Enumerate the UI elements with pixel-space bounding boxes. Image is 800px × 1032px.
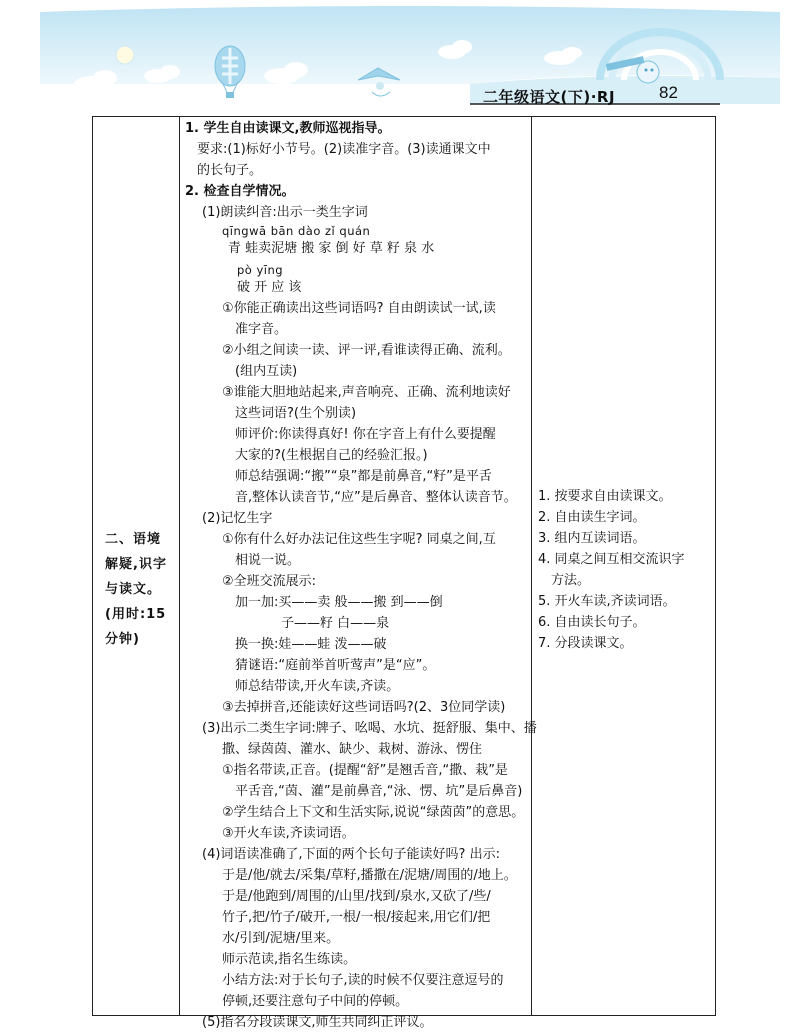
- teacher-text-line: 子——籽 白——泉: [281, 616, 390, 631]
- teacher-text-line: 换一换:娃——蛙 泼——破: [235, 637, 387, 652]
- header-banner: [0, 0, 800, 112]
- teacher-text-line: (5)指名分段读课文,师生共同纠正评议。: [202, 1015, 433, 1030]
- student-text-line: 2. 自由读生字词。: [538, 510, 646, 525]
- teacher-text-line: 大家的?(生根据自己的经验汇报。): [235, 448, 428, 463]
- teacher-text-line: 竹子,把/竹子/破开,一根/一根/接起来,用它们/把: [222, 910, 491, 925]
- teacher-text-line: ③谁能大胆地站起来,声音响亮、正确、流利地读好: [222, 385, 511, 400]
- teacher-text-line: 平舌音,“茵、灌”是前鼻音,“泳、愣、坑”是后鼻音): [235, 784, 523, 799]
- teacher-text-line: 的长句子。: [197, 163, 263, 178]
- teacher-text-line: 水/引到/泥塘/里来。: [222, 931, 340, 946]
- teacher-text-line: (4)词语读准确了,下面的两个长句子能读好吗? 出示:: [202, 847, 500, 862]
- teacher-text-line: ②小组之间读一读、评一评,看谁读得正确、流利。: [222, 343, 511, 358]
- teacher-text-line: 这些词语?(生个别读): [235, 406, 357, 421]
- teacher-text-line: (1)朗读纠音:出示一类生字词: [202, 205, 368, 220]
- teacher-text-line: 师示范读,指名生练读。: [222, 952, 357, 967]
- teacher-text-line: ③开火车读,齐读词语。: [222, 826, 355, 841]
- teacher-text-line: ①你有什么好办法记住这些生字呢? 同桌之间,互: [222, 532, 496, 547]
- section-column: [93, 117, 179, 1015]
- page-number: 82: [659, 83, 678, 102]
- section-label: 二、语境解疑,识字与读文。(用时:15分钟): [105, 532, 167, 647]
- teacher-text-line: 师总结强调:“搬”“泉”都是前鼻音,“籽”是平舌: [235, 469, 492, 484]
- sun-icon: [116, 46, 134, 64]
- teacher-text-line: (3)出示二类生字词:牌子、吆喝、水坑、挺舒服、集中、播: [202, 721, 537, 736]
- teacher-text-line: 猜谜语:“庭前举首听莺声”是“应”。: [235, 658, 436, 673]
- column-divider: [531, 117, 532, 1015]
- column-divider: [179, 117, 180, 1015]
- teacher-text-line: 师总结带读,开火车读,齐读。: [235, 679, 400, 694]
- teacher-text-line: (2)记忆生字: [202, 511, 273, 526]
- book-title: 二年级语文(下)·RJ: [483, 88, 616, 106]
- teacher-text-line: 1. 学生自由读课文,教师巡视指导。: [185, 121, 391, 136]
- pinyin-line: qīngwā bān dào zǐ quán: [222, 224, 371, 238]
- teacher-text-line: 停顿,还要注意句子中间的停顿。: [222, 994, 409, 1009]
- teacher-text-line: 于是/他/就去/采集/草籽,播撒在/泥塘/周围的/地上。: [222, 868, 517, 883]
- teacher-text-line: 青 蛙卖泥塘 搬 家 倒 好 草 籽 泉 水: [228, 241, 435, 256]
- teacher-text-line: 相说一说。: [235, 553, 301, 568]
- student-text-line: 1. 按要求自由读课文。: [538, 489, 672, 504]
- teacher-text-line: 破 开 应 该: [237, 280, 302, 295]
- teacher-text-line: 于是/他跑到/周围的/山里/找到/泉水,又砍了/些/: [222, 889, 491, 904]
- teacher-text-line: ①指名带读,正音。(提醒“舒”是翘舌音,“撒、栽”是: [222, 763, 508, 778]
- student-text-line: 方法。: [551, 573, 591, 588]
- student-text-line: 5. 开火车读,齐读词语。: [538, 594, 676, 609]
- teacher-text-line: 撒、绿茵茵、灌水、缺少、栽树、游泳、愣住: [222, 742, 483, 757]
- pinyin-line: pò yīng: [237, 263, 284, 277]
- student-text-line: 6. 自由读长句子。: [538, 615, 646, 630]
- teacher-text-line: ②学生结合上下文和生活实际,说说“绿茵茵”的意思。: [222, 805, 525, 820]
- teacher-text-line: ②全班交流展示:: [222, 574, 317, 589]
- student-text-line: 3. 组内互读词语。: [538, 531, 646, 546]
- teacher-text-line: 加一加:买——卖 般——搬 到——倒: [235, 595, 443, 610]
- teacher-text-line: 音,整体认读音节,“应”是后鼻音、整体认读音节。: [235, 490, 517, 505]
- teacher-text-line: 要求:(1)标好小节号。(2)读准字音。(3)读通课文中: [197, 142, 491, 157]
- teacher-text-line: 准字音。: [235, 322, 288, 337]
- lesson-table: [92, 116, 716, 1030]
- teacher-text-line: 小结方法:对于长句子,读的时候不仅要注意逗号的: [222, 973, 504, 988]
- teacher-text-line: 2. 检查自学情况。: [185, 184, 295, 199]
- teacher-text-line: ①你能正确读出这些词语吗? 自由朗读试一试,读: [222, 301, 496, 316]
- teacher-text-line: ③去掉拼音,还能读好这些词语吗?(2、3位同学读): [222, 700, 506, 715]
- student-text-line: 4. 同桌之间互相交流识字: [538, 552, 685, 567]
- teacher-text-line: (组内互读): [235, 364, 298, 379]
- student-text-line: 7. 分段读课文。: [538, 636, 633, 651]
- teacher-text-line: 师评价:你读得真好! 你在字音上有什么要提醒: [235, 427, 496, 442]
